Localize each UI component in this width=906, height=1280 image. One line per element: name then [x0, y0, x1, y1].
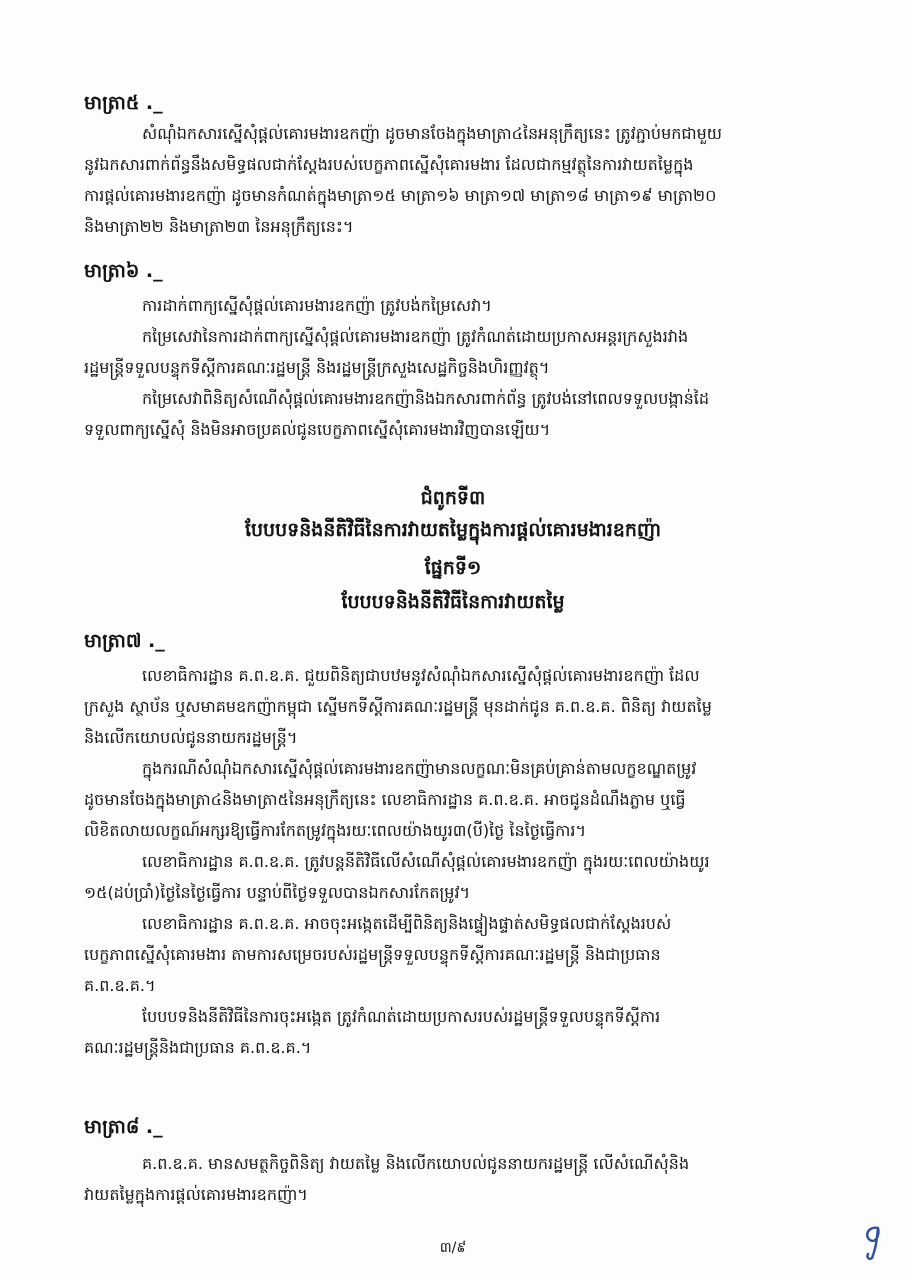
text-line: វាយតម្លៃក្នុងការផ្តល់គោរមងារឧកញ៉ា។ [84, 1185, 308, 1204]
signature-mark [860, 1222, 886, 1262]
text-line: រដ្ឋមន្ត្រីទទួលបន្ទុកទីស្តីការគណៈរដ្ឋមន្ត្រី និងរដ្ឋមន្ត្រីក្រសួងសេដ្ឋកិច្ចនិងហិរញ្ញវត្ថុ។ [84, 358, 550, 377]
text-line: និងមាត្រា២២ និងមាត្រា២៣ នៃអនុក្រឹត្យនេះ។ [84, 217, 354, 236]
part-subtitle: បែបបទនិងនីតិវិធីនៃការវាយតម្លៃ [341, 591, 565, 613]
text-line: ការផ្តល់គោរមងារឧកញ៉ា ដូចមានកំណត់ក្នុងមាត្រា១៥ មាត្រា១៦ មាត្រា១៧ មាត្រា១៨ មាត្រា១៩ មាត្រា២០ [84, 186, 717, 205]
text-line: សំណុំឯកសារស្នើសុំផ្តល់គោរមងារឧកញ៉ា ដូចមានចែងក្នុងមាត្រា៤នៃអនុក្រឹត្យនេះ ត្រូវភ្ជាប់មកជាមួយ [142, 124, 723, 143]
text-line: ១៥(ដប់ប្រាំ)ថ្ងៃនៃថ្ងៃធ្វើការ បន្ទាប់ពីថ្ងៃទទួលបានឯកសារកែតម្រូវ។ [84, 883, 471, 902]
text-line: កម្រៃសេវាពិនិត្យសំណើសុំផ្តល់គោរមងារឧកញ៉ានិងឯកសារពាក់ព័ន្ធ ត្រូវបង់នៅពេលទទួលបង្កាន់ដៃ [142, 389, 710, 408]
article-7-body [84, 660, 824, 1063]
article-5-heading: មាត្រា៥ ._ [84, 92, 163, 114]
text-line: ទទួលពាក្យស្នើសុំ និងមិនអាចប្រគល់ជូនបេក្ខភាពស្នើសុំគោរមងារវិញបានឡើយ។ [84, 420, 551, 439]
text-line: នូវឯកសារពាក់ព័ន្ធនឹងសមិទ្ធផលជាក់ស្តែងរបស់បេក្ខភាពស្នើសុំគោរមងារ ដែលជាកម្មវត្ថុនៃការវាយតម្លៃក្នុង [84, 155, 694, 174]
article-6-body [84, 290, 824, 445]
text-line: បេក្ខភាពស្នើសុំគោរមងារ តាមការសម្រេចរបស់រដ្ឋមន្ត្រីទទួលបន្ទុកទីស្តីការគណៈរដ្ឋមន្ត្រី និងជាប្រធាន [84, 945, 661, 964]
text-line: និងលើកយោបល់ជូននាយករដ្ឋមន្ត្រី។ [84, 728, 298, 747]
text-line: បែបបទនិងនីតិវិធីនៃការចុះអង្កេត ត្រូវកំណត់ដោយប្រកាសរបស់រដ្ឋមន្ត្រីទទួលបន្ទុកទីស្តីការ [142, 1007, 661, 1026]
text-line: លេខាធិការដ្ឋាន គ.ព.ឧ.គ. ត្រូវបន្តនីតិវិធីលើសំណើសុំផ្តល់គោរមងារឧកញ៉ា ក្នុងរយៈពេលយ៉ាងយូរ [142, 852, 710, 871]
text-line: ដូចមានចែងក្នុងមាត្រា៤និងមាត្រា៥នៃអនុក្រឹត្យនេះ លេខាធិការដ្ឋាន គ.ព.ឧ.គ. អាចជូនដំណឹងភ្លាម ឬធ្វើ [84, 790, 686, 809]
text-line: កម្រៃសេវានៃការដាក់ពាក្យស្នើសុំផ្តល់គោរមងារឧកញ៉ា ត្រូវកំណត់ដោយប្រកាសអន្តរក្រសួងរវាង [142, 327, 689, 346]
article-6-heading: មាត្រា៦ ._ [84, 260, 163, 282]
article-5-body [84, 118, 824, 242]
text-line: លេខាធិការដ្ឋាន គ.ព.ឧ.គ. អាចចុះអង្កេតដើម្បីពិនិត្យនិងផ្ទៀងផ្ទាត់សមិទ្ធផលជាក់ស្តែងរបស់ [142, 914, 672, 933]
text-line: លេខាធិការដ្ឋាន គ.ព.ឧ.គ. ជួយពិនិត្យជាបឋមនូវសំណុំឯកសារស្នើសុំផ្តល់គោរមងារឧកញ៉ា ដែល [142, 666, 700, 685]
article-7-heading: មាត្រា៧ ._ [84, 630, 165, 652]
text-line: គ.ព.ឧ.គ.។ [84, 976, 156, 995]
chapter-subtitle: បែបបទនិងនីតិវិធីនៃការវាយតម្លៃក្នុងការផ្តល់គោរមងារឧកញ៉ា [244, 519, 662, 541]
article-8-body [84, 1148, 824, 1210]
text-line: គណៈរដ្ឋមន្ត្រីនិងជាប្រធាន គ.ព.ឧ.គ.។ [84, 1038, 312, 1057]
text-line: លិខិតលាយលក្ខណ៍អក្សរឱ្យធ្វើការកែតម្រូវក្នុងរយៈពេលយ៉ាងយូរ៣(បី)ថ្ងៃ នៃថ្ងៃធ្វើការ។ [84, 821, 586, 840]
part-title: ផ្នែកទី១ [424, 557, 482, 579]
text-line: ក្រសួង ស្ថាប័ន ឬសមាគមឧកញ៉ាកម្ពុជា ស្នើមកទីស្តីការគណៈរដ្ឋមន្ត្រី មុនដាក់ជូន គ.ព.ឧ.គ. ពិនិត្យ វាយតម្លៃ [84, 697, 712, 716]
page-number: ៣/៩ [439, 1240, 467, 1256]
article-8-heading: មាត្រា៨ ._ [84, 1116, 163, 1138]
chapter-title: ជំពូកទី៣ [420, 487, 486, 509]
text-line: គ.ព.ឧ.គ. មានសមត្ថកិច្ចពិនិត្យ វាយតម្លៃ និងលើកយោបល់ជូននាយករដ្ឋមន្ត្រី លើសំណើសុំនិង [142, 1154, 690, 1173]
text-line: ក្នុងករណីសំណុំឯកសារស្នើសុំផ្តល់គោរមងារឧកញ៉ាមានលក្ខណៈមិនគ្រប់គ្រាន់តាមលក្ខខណ្ឌតម្រូវ [142, 759, 697, 778]
text-line: ការដាក់ពាក្យស្នើសុំផ្តល់គោរមងារឧកញ៉ា ត្រូវបង់កម្រៃសេវា។ [142, 296, 492, 315]
